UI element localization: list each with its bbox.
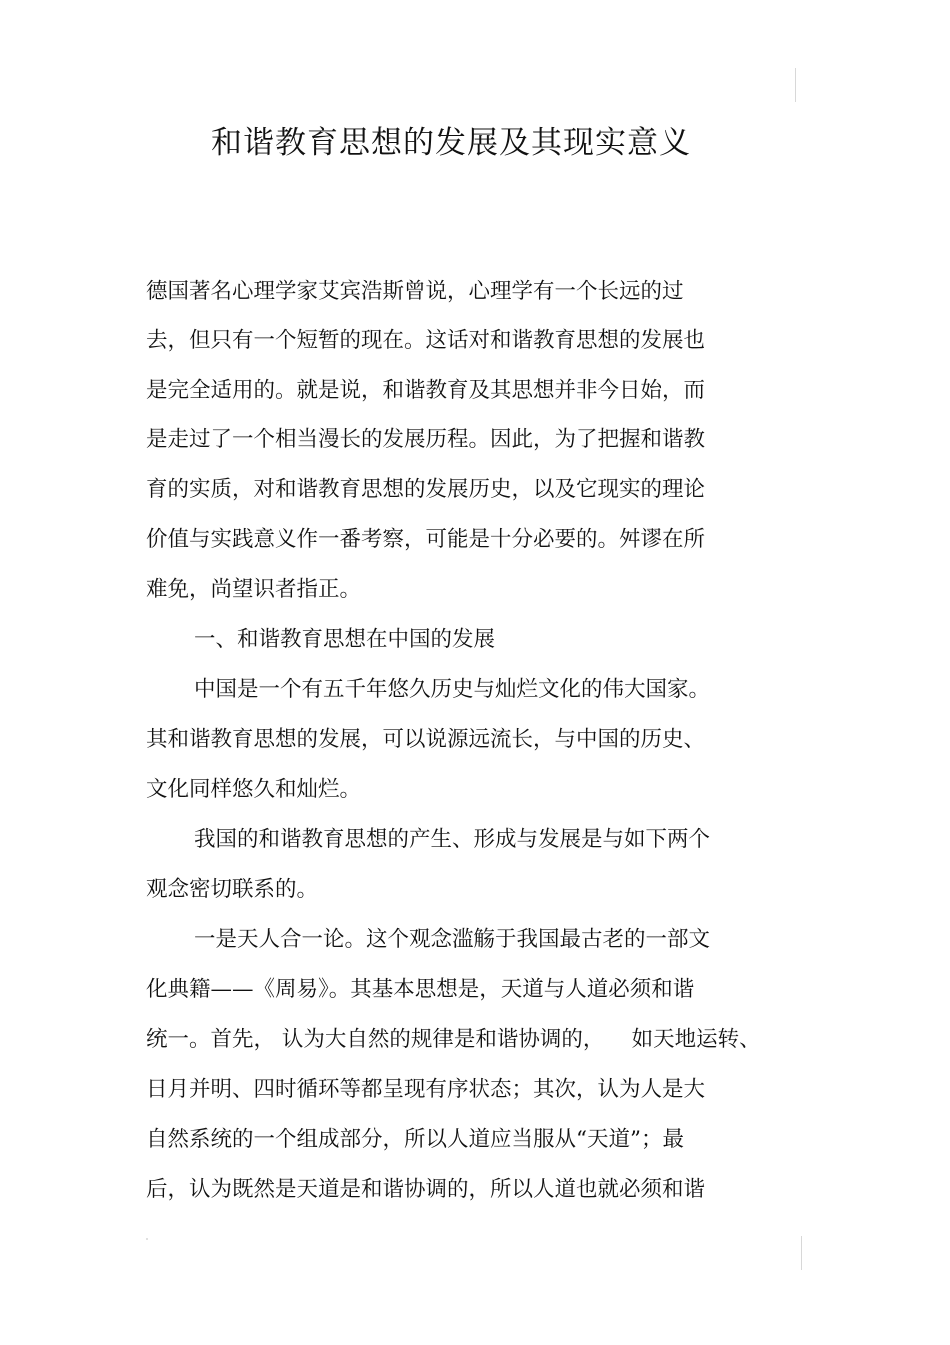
- text-line: 去，但只有一个短暂的现在。这话对和谐教育思想的发展也: [146, 328, 706, 353]
- text-line: 一是天人合一论。这个观念滥觞于我国最古老的一部文: [194, 927, 711, 952]
- document-title: 和谐教育思想的发展及其现实意义: [211, 125, 691, 161]
- text-line: 德国著名心理学家艾宾浩斯曾说，心理学有一个长远的过: [146, 279, 684, 304]
- page-speck: [146, 1238, 148, 1240]
- text-line: 价值与实践意义作一番考察，可能是十分必要的。舛谬在所: [146, 527, 706, 552]
- text-line: 文化同样悠久和灿烂。: [146, 777, 362, 802]
- corner-crop-mark-bottom: [801, 1236, 802, 1270]
- text-line: 中国是一个有五千年悠久历史与灿烂文化的伟大国家。: [194, 677, 711, 702]
- text-line: 我国的和谐教育思想的产生、形成与发展是与如下两个: [194, 827, 711, 852]
- text-line: 日月并明、四时循环等都呈现有序状态；其次，认为人是大: [146, 1077, 706, 1102]
- text-line: 自然系统的一个组成部分，所以人道应当服从“天道”；最: [146, 1127, 684, 1152]
- text-line: 统一。首先， 认为大自然的规律是和谐协调的， 如天地运转、: [146, 1027, 761, 1052]
- text-line: 是完全适用的。就是说，和谐教育及其思想并非今日始，而: [146, 378, 706, 403]
- text-line: 观念密切联系的。: [146, 877, 319, 902]
- text-line: 难免，尚望识者指正。: [146, 577, 362, 602]
- text-line: 育的实质，对和谐教育思想的发展历史，以及它现实的理论: [146, 477, 706, 502]
- text-line: 后，认为既然是天道是和谐协调的，所以人道也就必须和谐: [146, 1177, 706, 1202]
- text-line: 其和谐教育思想的发展，可以说源远流长，与中国的历史、: [146, 727, 706, 752]
- corner-crop-mark-top: [795, 68, 796, 102]
- text-line: 化典籍——《周易》。其基本思想是，天道与人道必须和谐: [146, 977, 695, 1002]
- section-heading: 一、和谐教育思想在中国的发展: [194, 627, 496, 652]
- text-line: 是走过了一个相当漫长的发展历程。因此，为了把握和谐教: [146, 427, 706, 452]
